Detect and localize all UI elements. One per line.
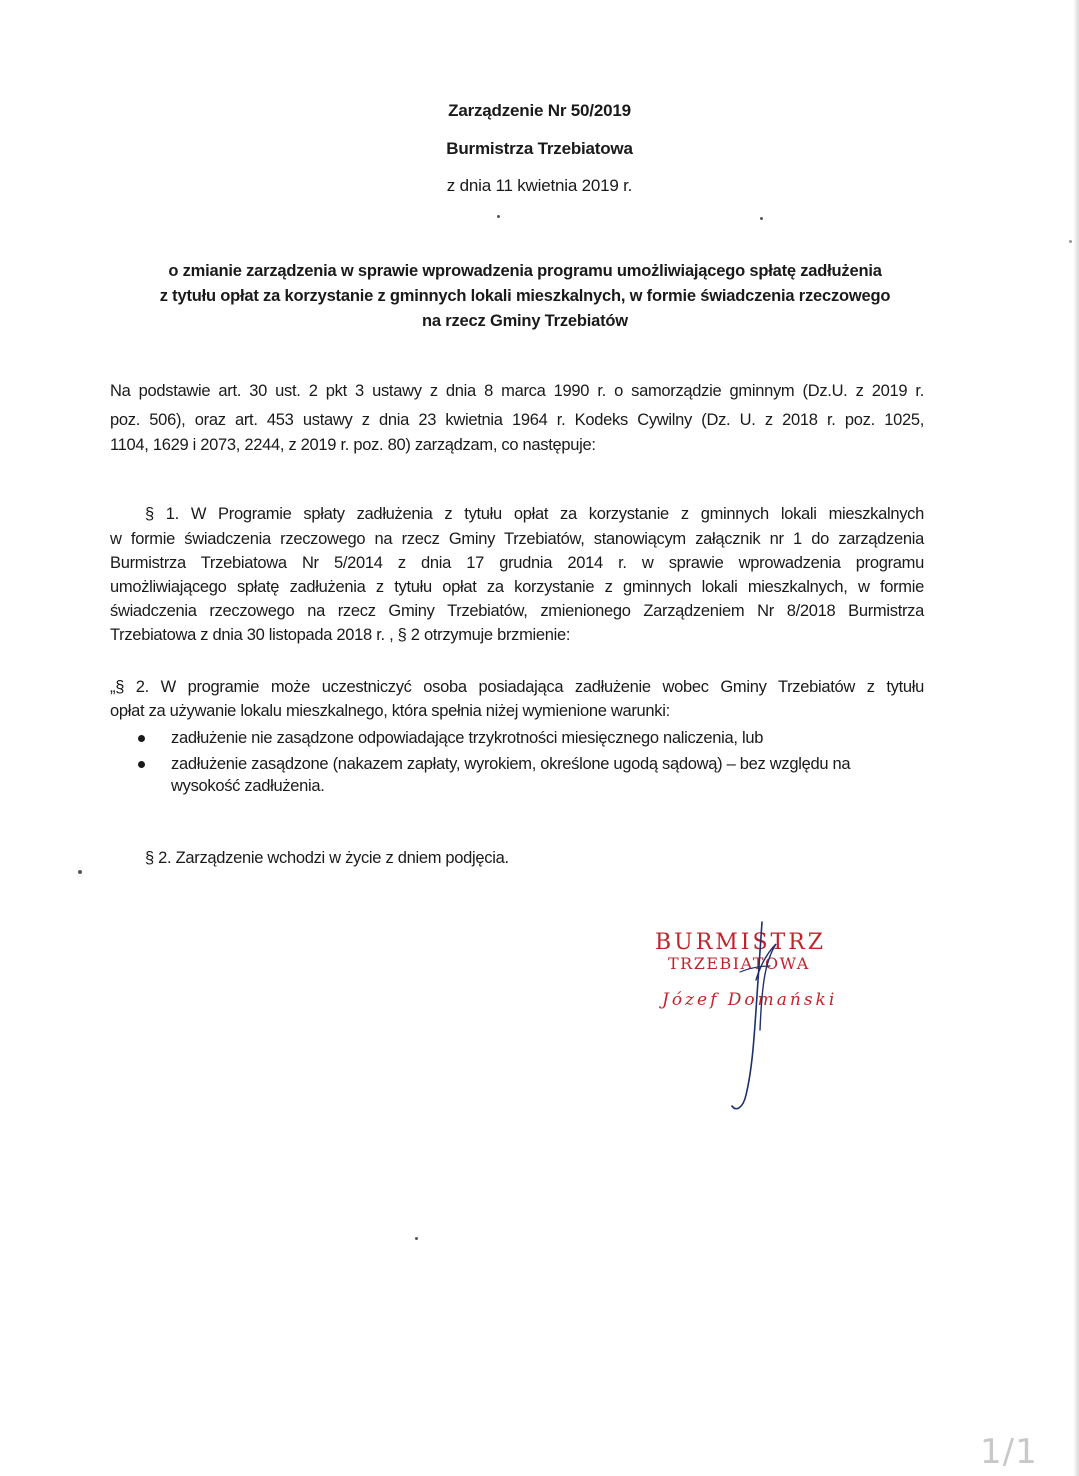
scan-speck xyxy=(1069,240,1072,243)
bullet-icon xyxy=(138,735,145,742)
section-1-line: umożliwiającego spłatę zadłużenia z tytułu opłat za korzystanie z gminnych lokali mieszkalnych, w formie xyxy=(110,578,924,596)
document-title: Zarządzenie Nr 50/2019 xyxy=(448,101,631,120)
stamp-name: Józef Domański xyxy=(662,990,838,1010)
subject-line: na rzecz Gminy Trzebiatów xyxy=(422,312,628,330)
stamp-office: TRZEBIATOWA xyxy=(668,954,810,973)
scan-speck xyxy=(760,217,763,220)
subject-line: z tytułu opłat za korzystanie z gminnych lokali mieszkalnych, w formie świadczenia rzeczowego xyxy=(159,287,891,305)
scan-edge-shadow xyxy=(1073,0,1079,1476)
legal-basis-line: 1104, 1629 i 2073, 2244, z 2019 r. poz. 80) zarządzam, co następuje: xyxy=(110,436,596,454)
page-indicator: 1/1 xyxy=(980,1432,1038,1472)
quoted-section-line: „§ 2. W programie może uczestniczyć osoba posiadająca zadłużenie wobec Gminy Trzebiatów z tytułu xyxy=(110,678,924,696)
legal-basis-line: poz. 506), oraz art. 453 ustawy z dnia 23 kwietnia 1964 r. Kodeks Cywilny (Dz. U. z 2018 r. poz. 1025, xyxy=(110,411,924,429)
section-1-line: Trzebiatowa z dnia 30 listopada 2018 r. , § 2 otrzymuje brzmienie: xyxy=(110,626,571,644)
legal-basis-line: Na podstawie art. 30 ust. 2 pkt 3 ustawy z dnia 8 marca 1990 r. o samorządzie gminnym (Dz.U. z 2019 r. xyxy=(110,382,924,400)
document-issuer: Burmistrza Trzebiatowa xyxy=(446,139,633,158)
document-date: z dnia 11 kwietnia 2019 r. xyxy=(446,176,633,195)
section-1-line: w formie świadczenia rzeczowego na rzecz Gminy Trzebiatów, stanowiącym załącznik nr 1 do zarządzenia xyxy=(110,530,924,548)
stamp-title: BURMISTRZ xyxy=(655,930,827,955)
handwritten-signature xyxy=(700,920,820,1120)
section-1-line: Burmistrza Trzebiatowa Nr 5/2014 z dnia 17 grudnia 2014 r. w sprawie wprowadzenia programu xyxy=(110,554,924,572)
scan-speck xyxy=(497,215,500,218)
list-item-text: zadłużenie zasądzone (nakazem zapłaty, wyrokiem, określone ugodą sądową) – bez względu na xyxy=(171,755,851,773)
section-1-line: świadczenia rzeczowego na rzecz Gminy Trzebiatów, zmienionego Zarządzeniem Nr 8/2018 Burmistrza xyxy=(110,602,924,620)
section-2: § 2. Zarządzenie wchodzi w życie z dniem podjęcia. xyxy=(145,849,509,867)
scan-speck xyxy=(415,1237,418,1240)
section-1-line: § 1. W Programie spłaty zadłużenia z tytułu opłat za korzystanie z gminnych lokali mieszkalnych xyxy=(145,505,924,523)
list-item-text: zadłużenie nie zasądzone odpowiadające trzykrotności miesięcznego naliczenia, lub xyxy=(171,729,764,747)
list-item-continuation: wysokość zadłużenia. xyxy=(171,777,325,795)
bullet-icon xyxy=(138,761,145,768)
scan-speck xyxy=(78,870,82,874)
quoted-section-line: opłat za używanie lokalu mieszkalnego, która spełnia niżej wymienione warunki: xyxy=(110,702,670,720)
subject-line: o zmianie zarządzenia w sprawie wprowadzenia programu umożliwiającego spłatę zadłużenia xyxy=(168,262,882,280)
